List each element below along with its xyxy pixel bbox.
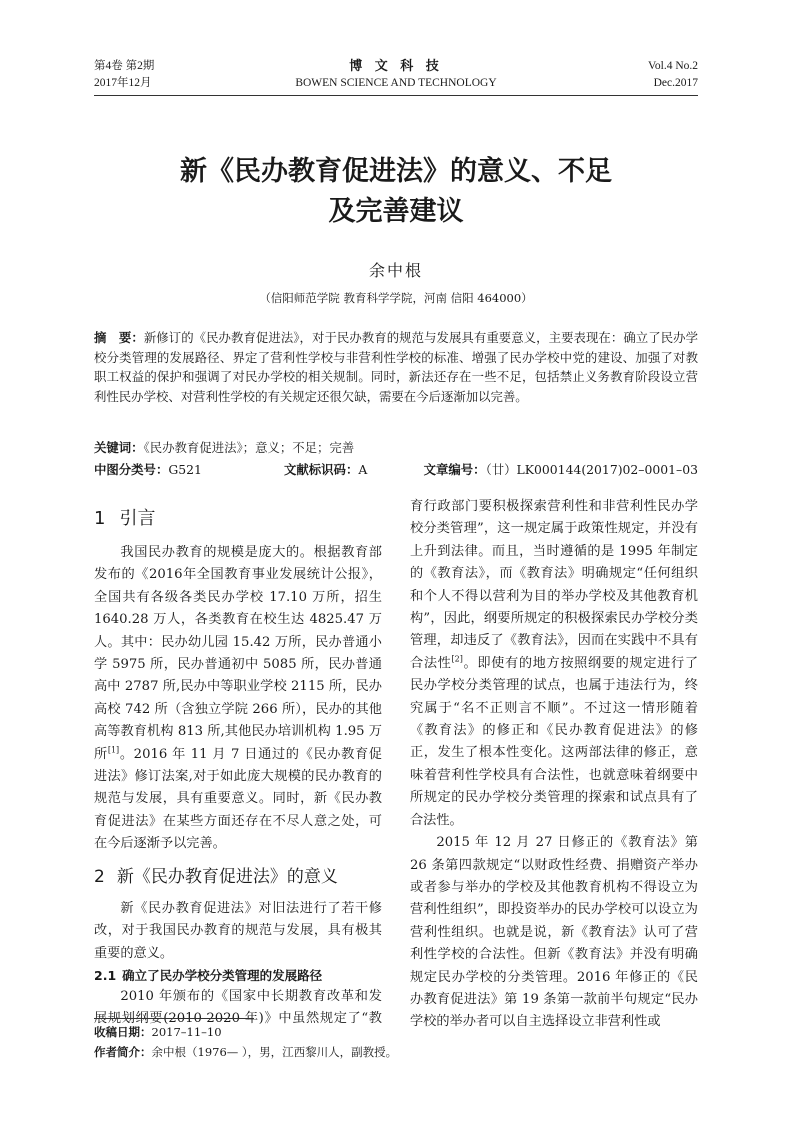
clc-value: G521	[168, 462, 202, 477]
body-column-right	[410, 496, 698, 1034]
paragraph: 新《民办教育促进法》对旧法进行了若干修改，对于我国民办教育的规范与发展，具有极其重要的意义。	[94, 900, 382, 961]
paper-title	[94, 152, 698, 232]
subsection-2-1-heading	[94, 965, 382, 986]
journal-name-en: BOWEN SCIENCE AND TECHNOLOGY	[295, 77, 497, 89]
section-1-heading	[94, 506, 382, 532]
abstract	[94, 328, 698, 406]
author-bio-value: 余中根（1976— ），男，江西黎川人，副教授。	[151, 1045, 398, 1059]
article-number-label: 文章编号：	[423, 462, 486, 477]
subsection-2-1-title: 确立了民办学校分类管理的发展路径	[122, 967, 323, 983]
volume-issue-en: Vol.4 No.2	[648, 60, 698, 72]
received-date-label: 收稿日期：	[94, 1025, 152, 1039]
issue-date-en: Dec.2017	[653, 77, 698, 89]
section-1-title: 引言	[119, 508, 156, 529]
received-date	[94, 1022, 397, 1042]
issue-date: 2017年12月	[94, 77, 152, 89]
title-line-1: 新《民办教育促进法》的意义、不足	[180, 156, 612, 187]
keywords-label: 关键词：	[94, 440, 144, 455]
abstract-text: 新修订的《民办教育促进法》，对于民办教育的规范与发展具有重要意义，主要表现在：确立了民办学校分类管理的发展路径、界定了营利性学校与非营利性学校的标准、增强了民办学校中党的建设、加强了对教职工权益的保护和强调了对民办学校的相关规制。同时，新法还存在一些不足，包括禁止义务教育阶段设立营利性民办学校、对营利性学校的有关规定还很欠缺，需要在今后逐渐加以完善。	[94, 330, 698, 404]
paragraph: 2015 年 12 月 27 日修正的《教育法》第 26 条第四款规定“以财政性经费、捐赠资产举办或者参与举办的学校及其他教育机构不得设立为营利性组织”，即投资举办的民办学校可以设立为营利性组织。也就是说，新《教育法》认可了营利性学校的合法性。但新《教育法》并没有明确规定民办学校的分类管理。2016 年修正的《民办教育促进法》第 19 条第一款前半句规定“民办学校的举办者可以自主选择设立非营利性或	[410, 835, 698, 1030]
clc-number	[94, 460, 202, 478]
article-number	[424, 460, 698, 478]
volume-issue: 第4卷 第2期	[94, 60, 155, 72]
citation-ref: [2]	[451, 654, 463, 664]
keywords	[94, 438, 698, 456]
paragraph	[94, 542, 382, 856]
document-code	[284, 460, 367, 478]
title-line-2: 及完善建议	[328, 196, 464, 227]
body-column-left	[94, 496, 382, 1031]
citation-ref: [1]	[107, 745, 120, 755]
author-bio-label: 作者简介：	[94, 1045, 152, 1059]
received-date-value: 2017–11–10	[151, 1025, 222, 1039]
paragraph-text: 。即使有的地方按照纲要的规定进行了民办学校分类管理的试点，也属于违法行为，终究属于“名不正则言不顺”。不过这一情形随着《教育法》的修正和《民办教育促进法》的修正，发生了根本性变化。这两部法律的修正，意味着营利性学校具有合法性，也就意味着纲要中所规定的民办学校分类管理的探索和试点具有了合法性。	[410, 655, 698, 828]
footnotes	[94, 1022, 397, 1062]
subsection-2-1-number: 2.1	[94, 967, 117, 983]
journal-name-cn: 博 文 科 技	[349, 59, 443, 74]
paragraph-text: 我国民办教育的规模是庞大的。根据教育部发布的《2016年全国教育事业发展统计公报》，全国共有各级各类民办学校 17.10 万所，招生 1640.28 万人，各类教育在校生达 4825.47 万人。其中：民办幼儿园 15.42 万所，民办普通小学 5975 所，民办普通初中 5085 所，民办普通高中 2787 所,民办中等职业学校 2115 所，民办高校 742 所（含独立学院 266 所），民办的其他高等教育机构 813 所,其他民办培训机构 1.95 万所	[94, 545, 382, 762]
paragraph-continued	[410, 496, 698, 832]
clc-label: 中图分类号：	[94, 462, 169, 477]
keywords-text: 《民办教育促进法》；意义；不足；完善	[143, 440, 355, 455]
author-bio	[94, 1042, 397, 1062]
author-affiliation: （信阳师范学院 教育科学学院，河南 信阳 464000）	[259, 291, 533, 305]
section-2-number: 2	[94, 866, 105, 887]
paragraph-text: 育行政部门要积极探索营利性和非营利性民办学校分类管理”，这一规定属于政策性规定，并没有上升到法律。而且，当时遵循的是 1995 年制定的《教育法》，而《教育法》明确规定“任何组织和个人不得以营利为目的举办学校及其他教育机构”，因此，纲要所规定的积极探索民办学校分类管理，却违反了《教育法》，因而在实践中不具有合法性	[410, 499, 698, 671]
section-1-number: 1	[94, 508, 106, 529]
author-name: 余中根	[368, 261, 423, 280]
article-number-value: （廿）LK000144(2017)02–0001–03	[485, 462, 698, 477]
journal-name	[94, 58, 698, 92]
article-metadata	[94, 460, 698, 478]
header-rule	[94, 95, 698, 96]
section-2-heading	[94, 864, 382, 890]
issue-info-en	[648, 58, 698, 92]
paragraph-text: 。2016 年 11 月 7 日通过的《民办教育促进法》修订法案,对于如此庞大规模的民办教育的规范与发展，具有重要意义。同时，新《民办教育促进法》在某些方面还存在不尽人意之处，可在今后逐渐予以完善。	[94, 746, 382, 852]
paragraph-text: 2010 年颁布的《国家中长期教育改革和发展规划纲要(2010-2020 年)》中虽然规定了“教	[94, 988, 382, 1027]
section-2-title: 新《民办教育促进法》的意义	[116, 866, 338, 887]
journal-header	[94, 58, 698, 98]
footnote-rule	[94, 1018, 254, 1019]
doc-code-value: A	[358, 462, 368, 477]
doc-code-label: 文献标识码：	[284, 462, 359, 477]
abstract-label: 摘 要：	[94, 330, 144, 345]
